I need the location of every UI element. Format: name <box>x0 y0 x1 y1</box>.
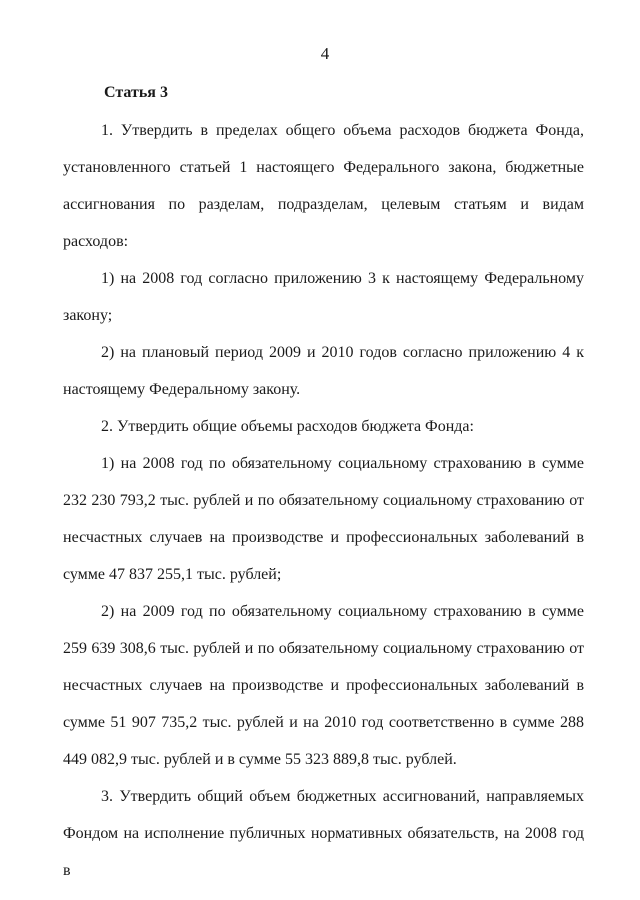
paragraph-2: 2. Утвердить общие объемы расходов бюджета Фонда: <box>101 418 474 435</box>
paragraph-2-item-1: 1) на 2008 год по обязательному социальному страхованию в сумме 232 230 793,2 тыс. рублей и по обязательному социальному страхованию от несчастных случаев на производстве и профессиональных заболеваний в сумме 47 837 255,1 тыс. рублей; <box>63 455 584 583</box>
paragraph-3: 3. Утвердить общий объем бюджетных ассигнований, направляемых Фондом на исполнение публичных нормативных обязательств, на 2008 год в <box>63 788 584 879</box>
paragraph-1: 1. Утвердить в пределах общего объема расходов бюджета Фонда, установленного статьей 1 настоящего Федерального закона, бюджетные ассигнования по разделам, подразделам, целевым статьям и видам расходов: <box>63 122 584 250</box>
paragraph-1-item-1: 1) на 2008 год согласно приложению 3 к настоящему Федеральному закону; <box>63 270 584 324</box>
paragraph-2-item-2: 2) на 2009 год по обязательному социальному страхованию в сумме 259 639 308,6 тыс. рублей и по обязательному социальному страхованию от несчастных случаев на производстве и профессиональных заболеваний в сумме 51 907 735,2 тыс. рублей и на 2010 год соответственно в сумме 288 449 082,9 тыс. рублей и в сумме 55 323 889,8 тыс. рублей. <box>63 603 584 768</box>
paragraph-1-item-2: 2) на плановый период 2009 и 2010 годов согласно приложению 4 к настоящему Федеральному закону. <box>63 344 584 398</box>
page-number: 4 <box>320 44 330 63</box>
article-body <box>63 112 584 889</box>
article-heading: Статья 3 <box>104 84 168 101</box>
